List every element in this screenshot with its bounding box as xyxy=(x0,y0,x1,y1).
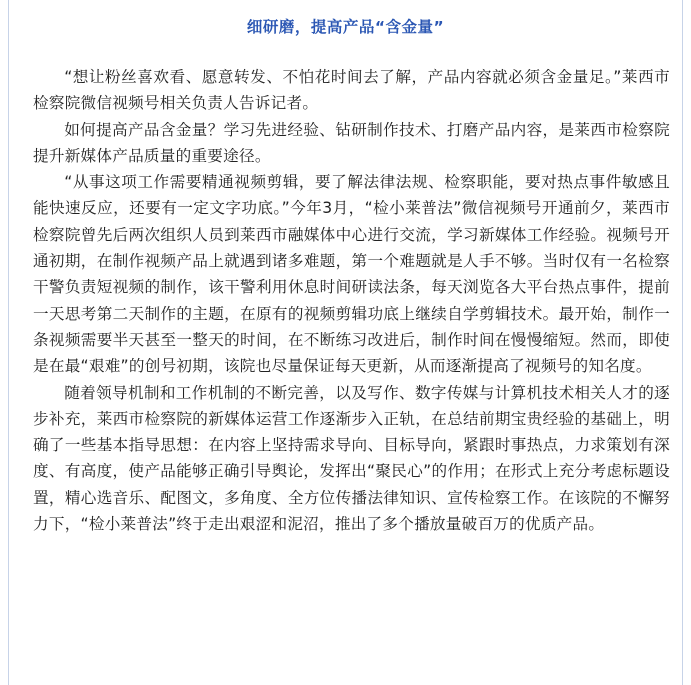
article-body xyxy=(33,64,670,537)
article-heading: 细研磨，提高产品“含金量” xyxy=(246,18,445,36)
article-frame xyxy=(8,0,683,685)
article-paragraph: “从事这项工作需要精通视频剪辑，要了解法律法规、检察职能，要对热点事件敏感且能快速反应，还要有一定文字功底。”今年3月，“检小莱普法”微信视频号开通前夕，莱西市检察院曾先后两次组织人员到莱西市融媒体中心进行交流，学习新媒体工作经验。视频号开通初期，在制作视频产品上就遇到诸多难题，第一个难题就是人手不够。当时仅有一名检察干警负责短视频的制作，该干警利用休息时间研读法条，每天浏览各大平台热点事件，提前一天思考第二天制作的主题，在原有的视频剪辑功底上继续自学剪辑技术。最开始，制作一条视频需要半天甚至一整天的时间，在不断练习改进后，制作时间在慢慢缩短。然而，即使是在最“艰难”的创号初期，该院也尽量保证每天更新，从而逐渐提高了视频号的知名度。 xyxy=(33,173,670,376)
article-paragraph: “想让粉丝喜欢看、愿意转发、不怕花时间去了解，产品内容就必须含金量足。”莱西市检察院微信视频号相关负责人告诉记者。 xyxy=(33,68,670,113)
article-paragraph: 如何提高产品含金量？学习先进经验、钻研制作技术、打磨产品内容，是莱西市检察院提升新媒体产品质量的重要途径。 xyxy=(33,120,670,165)
article-paragraph: 随着领导机制和工作机制的不断完善，以及写作、数字传媒与计算机技术相关人才的逐步补充，莱西市检察院的新媒体运营工作逐渐步入正轨，在总结前期宝贵经验的基础上，明确了一些基本指导思想：在内容上坚持需求导向、目标导向，紧跟时事热点，力求策划有深度、有高度，使产品能够正确引导舆论，发挥出“聚民心”的作用；在形式上充分考虑标题设置，精心选音乐、配图文，多角度、全方位传播法律知识、宣传检察工作。在该院的不懈努力下，“检小莱普法”终于走出艰涩和泥沼，推出了多个播放量破百万的优质产品。 xyxy=(33,383,670,534)
